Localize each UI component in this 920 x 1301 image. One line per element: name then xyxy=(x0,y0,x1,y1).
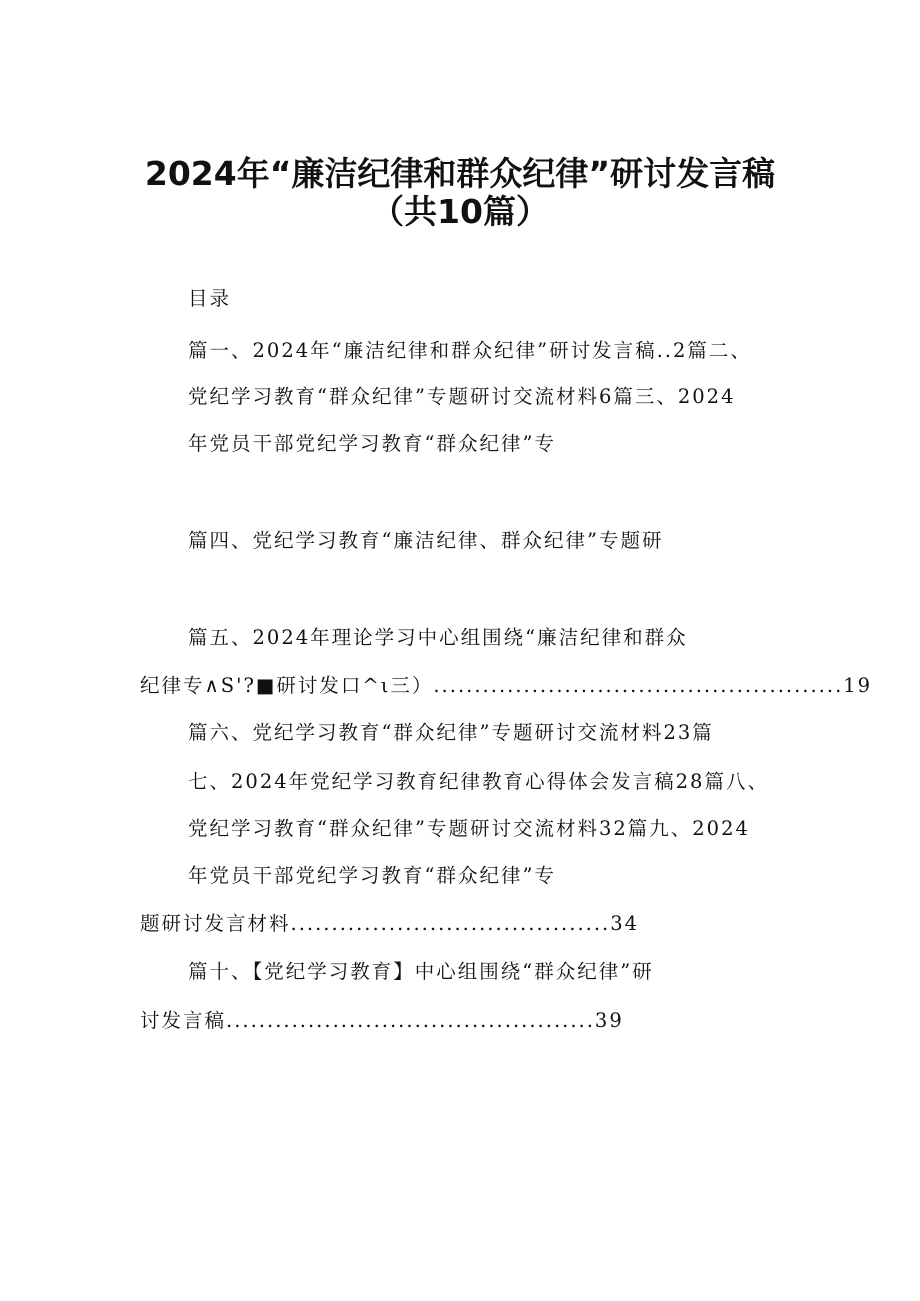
toc-line: 篇六、党纪学习教育“群众纪律”专题研讨交流材料23篇 xyxy=(188,721,714,744)
toc-line: 篇十、【党纪学习教育】中心组围绕“群众纪律”研 xyxy=(188,960,654,983)
toc-line: 年党员干部党纪学习教育“群众纪律”专 xyxy=(188,432,556,455)
document-title-line-1: 2024年“廉洁纪律和群众纪律”研讨发言稿 xyxy=(144,154,776,193)
toc-line: 年党员干部党纪学习教育“群众纪律”专 xyxy=(188,864,556,887)
toc-line: 题研讨发言材料.......................................34 xyxy=(140,912,640,935)
toc-line: 篇五、2024年理论学习中心组围绕“廉洁纪律和群众 xyxy=(188,626,688,649)
toc-heading: 目录 xyxy=(188,287,232,310)
document-title-line-2: （共10篇） xyxy=(371,192,549,231)
toc-line: 篇四、党纪学习教育“廉洁纪律、群众纪律”专题研 xyxy=(188,529,664,552)
toc-line: 篇一、2024年“廉洁纪律和群众纪律”研讨发言稿..2篇二、 xyxy=(188,339,752,362)
toc-line: 党纪学习教育“群众纪律”专题研讨交流材料6篇三、2024 xyxy=(188,385,736,408)
toc-line: 讨发言稿.............................................39 xyxy=(140,1009,624,1032)
toc-line: 纪律专∧S'?■研讨发口^ι三）..................................................19 xyxy=(140,674,873,697)
toc-line: 七、2024年党纪学习教育纪律教育心得体会发言稿28篇八、 xyxy=(188,770,769,793)
toc-line: 党纪学习教育“群众纪律”专题研讨交流材料32篇九、2024 xyxy=(188,817,750,840)
